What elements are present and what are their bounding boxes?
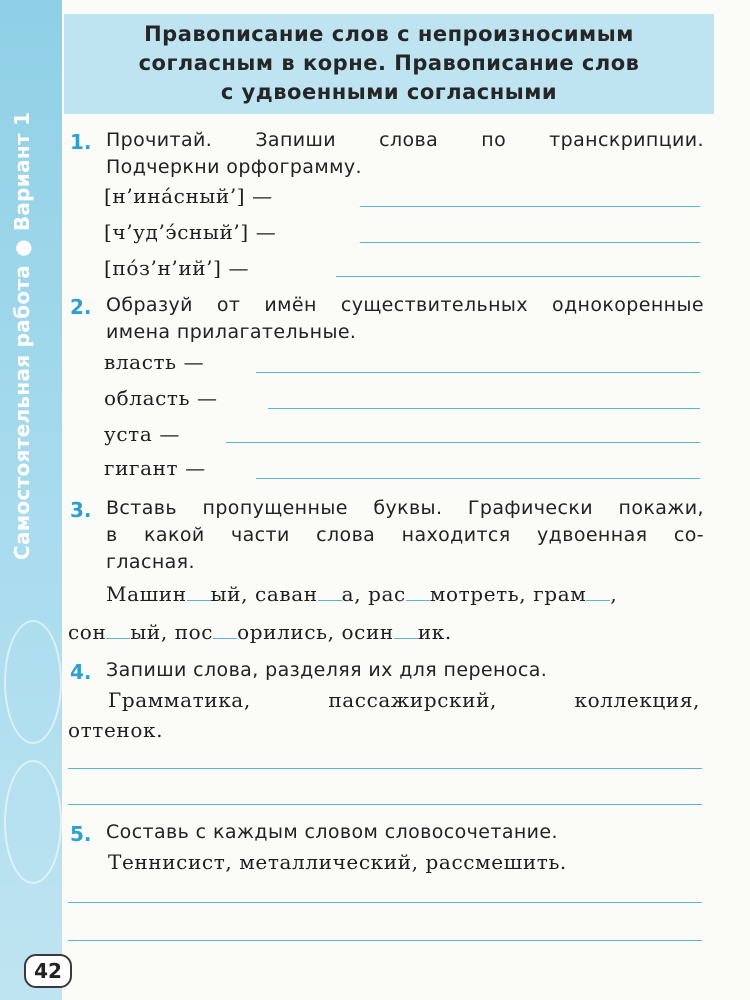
decorative-swirl bbox=[4, 620, 62, 744]
task-3-words-line-1 bbox=[106, 582, 617, 606]
word-part: а, рас bbox=[341, 582, 406, 606]
side-strip bbox=[0, 0, 62, 1000]
task-2-item-3: уста — bbox=[104, 422, 180, 446]
answer-line[interactable] bbox=[256, 372, 700, 373]
task-4-number: 4. bbox=[70, 660, 92, 684]
answer-line[interactable] bbox=[226, 442, 700, 443]
title-line-1: Правописание слов с непроизносимым bbox=[144, 22, 634, 46]
letter-blank[interactable] bbox=[213, 620, 237, 639]
task-3-text-line-2: в какой части слова находится удвоенная со- bbox=[106, 524, 704, 546]
title-line-3: с удвоенными согласными bbox=[220, 80, 558, 104]
answer-line[interactable] bbox=[68, 902, 702, 903]
task-2-text-line-1: Образуй от имён существительных однокоренные bbox=[106, 294, 704, 316]
bullet-icon: ● bbox=[10, 239, 34, 257]
answer-line[interactable] bbox=[360, 242, 700, 243]
word-part: сон bbox=[68, 620, 107, 644]
answer-line[interactable] bbox=[256, 478, 700, 479]
word-part: ый, пос bbox=[130, 620, 214, 644]
task-1-item-1: [н’ина́сный’] — bbox=[104, 184, 273, 208]
task-2-item-4: гигант — bbox=[104, 456, 206, 480]
word-part: мотреть, грам bbox=[429, 582, 587, 606]
task-3-text-line-1: Вставь пропущенные буквы. Графически покажи, bbox=[106, 497, 704, 519]
side-label-variant: Вариант 1 bbox=[10, 111, 34, 232]
letter-blank[interactable] bbox=[394, 620, 418, 639]
answer-line[interactable] bbox=[268, 408, 700, 409]
answer-line[interactable] bbox=[68, 768, 702, 769]
task-4-words-line-2: оттенок. bbox=[68, 718, 164, 742]
task-4-words-line-1: Грамматика, пассажирский, коллекция, bbox=[108, 688, 700, 712]
title-line-2: согласным в корне. Правописание слов bbox=[138, 51, 640, 75]
word-part: ик. bbox=[417, 620, 452, 644]
task-2-item-1: власть — bbox=[104, 350, 205, 374]
word-part: Машин bbox=[106, 582, 187, 606]
letter-blank[interactable] bbox=[318, 582, 342, 601]
task-3-words-line-2 bbox=[68, 620, 452, 644]
word-part: , bbox=[610, 582, 618, 606]
task-4-text: Запиши слова, разделяя их для переноса. bbox=[106, 659, 548, 681]
page-title bbox=[64, 14, 714, 114]
word-part: орились, осин bbox=[237, 620, 394, 644]
task-1-text-line-2: Подчеркни орфограмму. bbox=[106, 156, 362, 178]
answer-line[interactable] bbox=[68, 804, 702, 805]
task-3-number: 3. bbox=[70, 498, 92, 522]
task-1-item-2: [ч’уд’э́сный’] — bbox=[104, 220, 277, 244]
task-3-text-line-3: гласная. bbox=[106, 551, 195, 573]
task-5-number: 5. bbox=[70, 822, 92, 846]
letter-blank[interactable] bbox=[187, 582, 211, 601]
answer-line[interactable] bbox=[336, 276, 700, 277]
side-label bbox=[10, 112, 34, 560]
letter-blank[interactable] bbox=[586, 582, 610, 601]
task-1-text-line-1: Прочитай. Запиши слова по транскрипции. bbox=[106, 129, 704, 151]
task-1-number: 1. bbox=[70, 130, 92, 154]
decorative-swirl bbox=[4, 760, 62, 884]
answer-line[interactable] bbox=[68, 940, 702, 941]
answer-line[interactable] bbox=[360, 206, 700, 207]
task-2-number: 2. bbox=[70, 295, 92, 319]
task-5-words: Теннисист, металлический, рассмешить. bbox=[108, 850, 567, 874]
task-5-text: Составь с каждым словом словосочетание. bbox=[106, 821, 558, 843]
word-part: ый, саван bbox=[210, 582, 318, 606]
task-1-item-3: [по́з’н’ий’] — bbox=[104, 256, 250, 280]
page-number: 42 bbox=[24, 954, 72, 988]
side-label-work: Самостоятельная работа bbox=[10, 264, 34, 560]
task-2-text-line-2: имена прилагательные. bbox=[106, 321, 357, 343]
letter-blank[interactable] bbox=[406, 582, 430, 601]
task-2-item-2: область — bbox=[104, 386, 218, 410]
letter-blank[interactable] bbox=[106, 620, 130, 639]
